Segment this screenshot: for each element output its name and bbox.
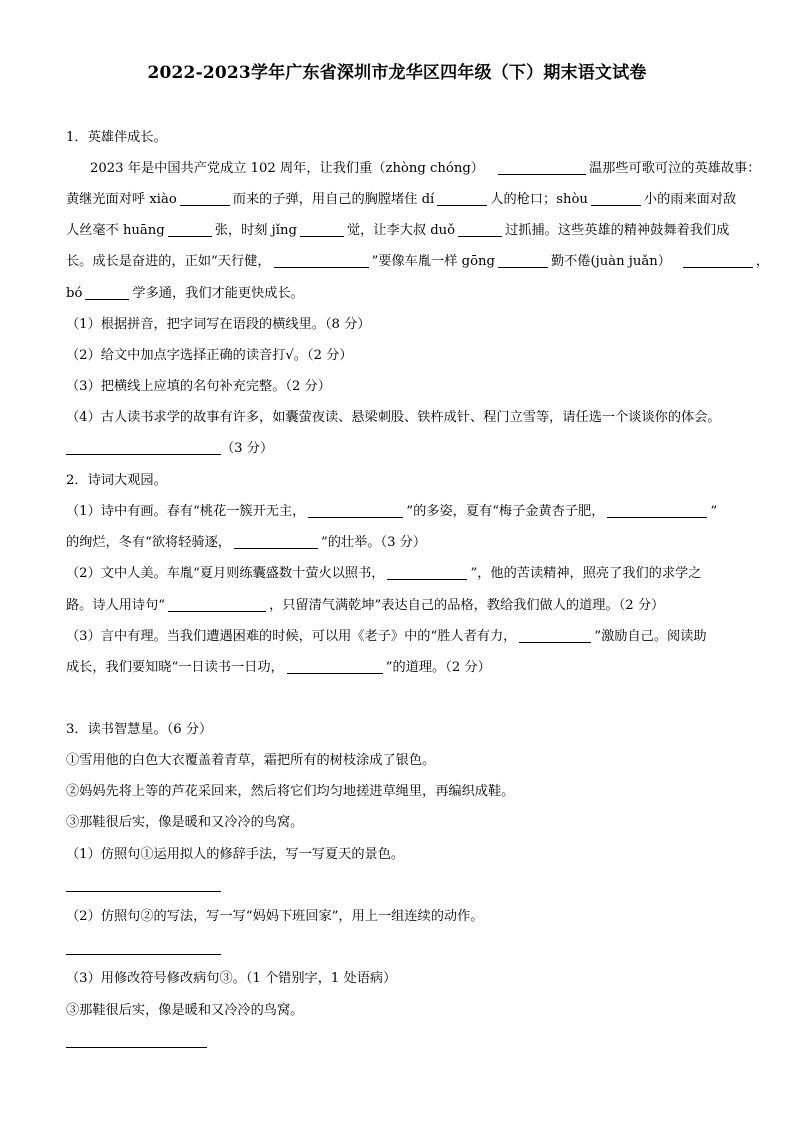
- answer-blank[interactable]: [498, 160, 586, 175]
- q2-sub-3-line-1: （3）言中有理。当我们遭遇困难的时候，可以用《老子》中的“胜人者有力， ”激励自己。阅读助: [66, 629, 707, 644]
- answer-blank[interactable]: [274, 253, 369, 268]
- answer-blank[interactable]: [180, 191, 230, 206]
- q2-heading: 2．诗词大观园。: [66, 473, 167, 488]
- q3-heading: 3．读书智慧星。（6 分）: [66, 722, 213, 737]
- q2-sub-1-line-2: 的绚烂，冬有“欲将轻骑逐， ”的壮举。（3 分）: [66, 535, 427, 550]
- answer-blank[interactable]: [387, 565, 467, 580]
- answer-blank[interactable]: [234, 534, 318, 549]
- q1-line-1: 2023 年是中国共产党成立 102 周年，让我们重（zhòng chóng） 温那些可歌可泣的英雄故事：: [90, 161, 761, 176]
- q1-line-5: bó 学多通，我们才能更快成长。: [66, 286, 304, 301]
- answer-blank[interactable]: [458, 222, 502, 237]
- q1-line-2: 黄继光面对呼 xiào 而来的子弹，用自己的胸膛堵住 dí 人的枪口；shòu 小的雨来面对敌: [66, 192, 737, 207]
- answer-blank[interactable]: [683, 253, 753, 268]
- q1-sub-1: （1）根据拼音，把字词写在语段的横线里。（8 分）: [66, 317, 371, 332]
- q1-sub-2: （2）给文中加点字选择正确的读音打√。（2 分）: [66, 348, 353, 363]
- q3-sentence-3: ③那鞋很后实，像是暖和又冷冷的鸟窝。: [66, 815, 304, 830]
- q3-sentence-1: ①雪用他的白色大衣覆盖着青草，霜把所有的树枝涂成了银色。: [66, 753, 436, 768]
- answer-blank[interactable]: [168, 222, 212, 237]
- answer-blank[interactable]: [85, 285, 129, 300]
- answer-blank[interactable]: [519, 628, 591, 643]
- answer-blank[interactable]: [437, 191, 487, 206]
- answer-blank[interactable]: [300, 222, 344, 237]
- q1-sub-4-answer: （3 分）: [66, 439, 273, 459]
- answer-blank[interactable]: [287, 659, 383, 674]
- answer-blank[interactable]: [168, 597, 266, 612]
- answer-blank[interactable]: [308, 503, 403, 518]
- answer-line[interactable]: [66, 890, 221, 892]
- page-title: 2022-2023学年广东省深圳市龙华区四年级（下）期末语文试卷: [147, 63, 647, 83]
- q2-sub-1-line-1: （1）诗中有画。春有“桃花一簇开无主， ”的多姿，夏有“梅子金黄杏子肥， ”: [66, 504, 718, 519]
- q3-sub-1: （1）仿照句①运用拟人的修辞手法，写一写夏天的景色。: [66, 847, 405, 862]
- q3-sentence-3-repeat: ③那鞋很后实，像是暖和又冷冷的鸟窝。: [66, 1003, 304, 1018]
- answer-blank[interactable]: [607, 503, 707, 518]
- q1-line-3: 人丝毫不 huāng 张，时刻 jǐng 觉，让李大叔 duǒ 过抓捕。这些英雄的精神鼓舞着我们成: [66, 223, 730, 238]
- answer-line[interactable]: [66, 1046, 207, 1048]
- q1-heading: 1．英雄伴成长。: [66, 130, 167, 145]
- answer-blank[interactable]: [66, 440, 221, 455]
- q3-sub-3: （3）用修改符号修改病句③。（1 个错别字，1 处语病）: [66, 971, 397, 986]
- q3-sentence-2: ②妈妈先将上等的芦花采回来，然后将它们均匀地搓进草绳里，再编织成鞋。: [66, 784, 515, 799]
- q1-sub-3: （3）把横线上应填的名句补充完整。（2 分）: [66, 379, 331, 394]
- q3-sub-2: （2）仿照句②的写法，写一写“妈妈下班回家”，用上一组连续的动作。: [66, 909, 484, 924]
- q2-sub-2-line-2: 路。诗人用诗句“ ，只留清气满乾坤”表达自己的品格，教给我们做人的道理。（2 分）: [66, 598, 665, 613]
- q2-sub-3-line-2: 成长，我们要知晓“一日读书一日功， ”的道理。（2 分）: [66, 660, 491, 675]
- q1-line-4: 长。成长是奋进的，正如“天行健， ”要像车胤一样 gōng 勤不倦(juàn juǎn） ，: [66, 254, 770, 269]
- answer-blank[interactable]: [591, 191, 641, 206]
- q2-sub-2-line-1: （2）文中人美。车胤“夏月则练囊盛数十萤火以照书， ”，他的苦读精神，照亮了我们的求学之: [66, 566, 702, 581]
- answer-blank[interactable]: [498, 253, 548, 268]
- answer-line[interactable]: [66, 953, 221, 955]
- q1-sub-4: （4）古人读书求学的故事有许多，如囊萤夜读、悬梁刺股、铁杵成针、程门立雪等，请任选一个谈谈你的体会。: [66, 410, 721, 425]
